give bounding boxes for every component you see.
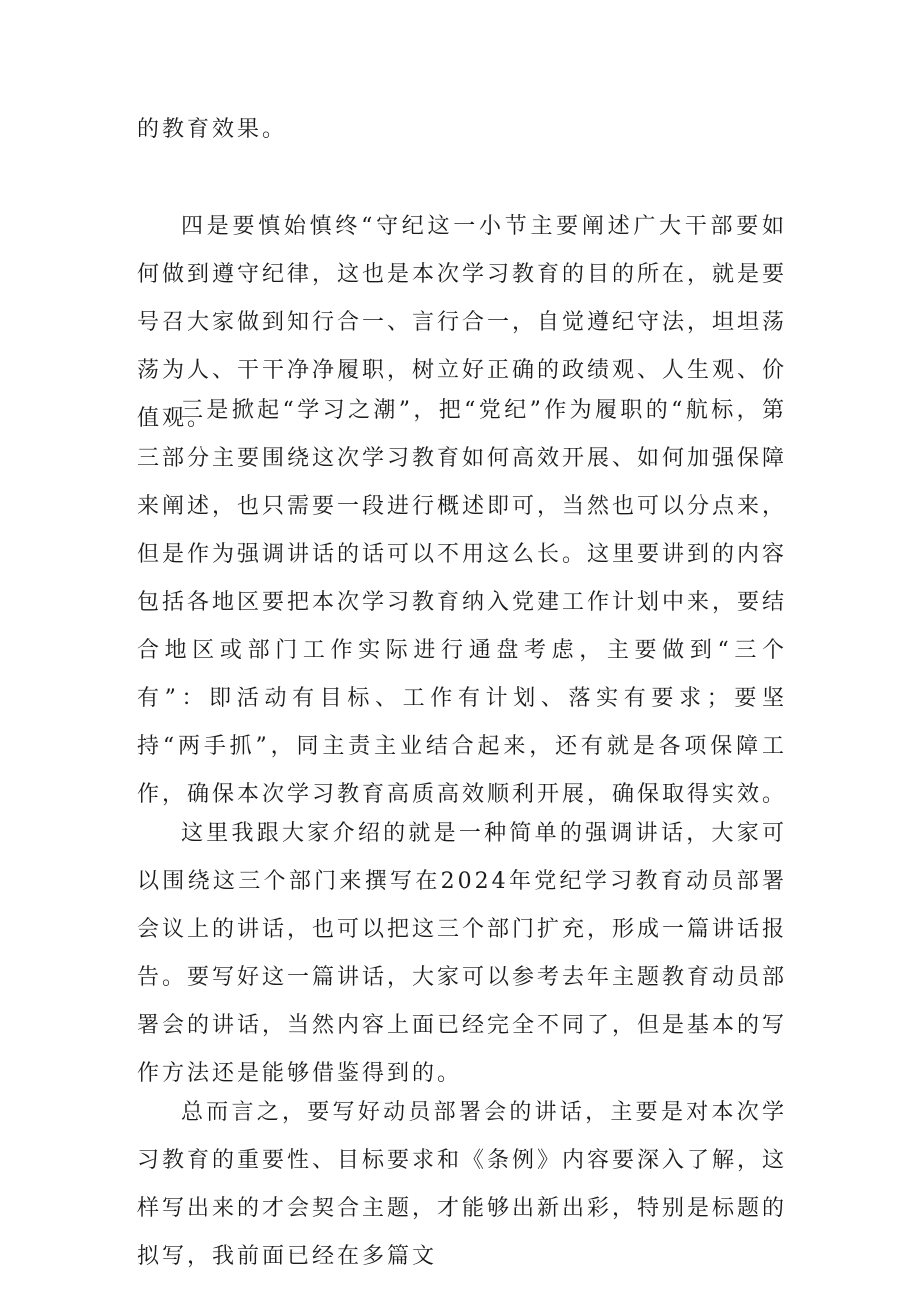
paragraph-introduction-summary: 这里我跟大家介绍的就是一种简单的强调讲话，大家可以围绕这三个部门来撰写在2024年党纪学习教育动员部署会议上的讲话，也可以把这三个部门扩充，形成一篇讲话报告。要写好这一篇讲话，大家可以参考去年主题教育动员部署会的讲话，当然内容上面已经完全不同了，但是基本的写作方法还是能够借鉴得到的。 [137, 821, 788, 1086]
paragraph-conclusion: 总而言之，要写好动员部署会的讲话，主要是对本次学习教育的重要性、目标要求和《条例》内容要深入了解，这样写出来的才会契合主题，才能够出新出彩，特别是标题的拟写，我前面已经在多篇文 [137, 1100, 788, 1269]
paragraph-point-three: 三是掀起“学习之潮”，把“党纪”作为履职的“航标，第三部分主要围绕这次学习教育如何高效开展、如何加强保障来阐述，也只需要一段进行概述即可，当然也可以分点来，但是作为强调讲话的话可以不用这么长。这里要讲到的内容包括各地区要把本次学习教育纳入党建工作计划中来，要结合地区或部门工作实际进行通盘考虑，主要做到“三个有”：即活动有目标、工作有计划、落实有要求；要坚持“两手抓”，同主责主业结合起来，还有就是各项保障工作，确保本次学习教育高质高效顺利开展，确保取得实效。 [137, 398, 788, 807]
paragraph-continuation: 的教育效果。 [137, 117, 288, 142]
paragraph-point-four: 四是要慎始慎终“守纪这一小节主要阐述广大干部要如何做到遵守纪律，这也是本次学习教育的目的所在，就是要号召大家做到知行合一、言行合一，自觉遵纪守法，坦坦荡荡为人、干干净净履职，树立好正确的政绩观、人生观、价值观。 [137, 214, 788, 431]
